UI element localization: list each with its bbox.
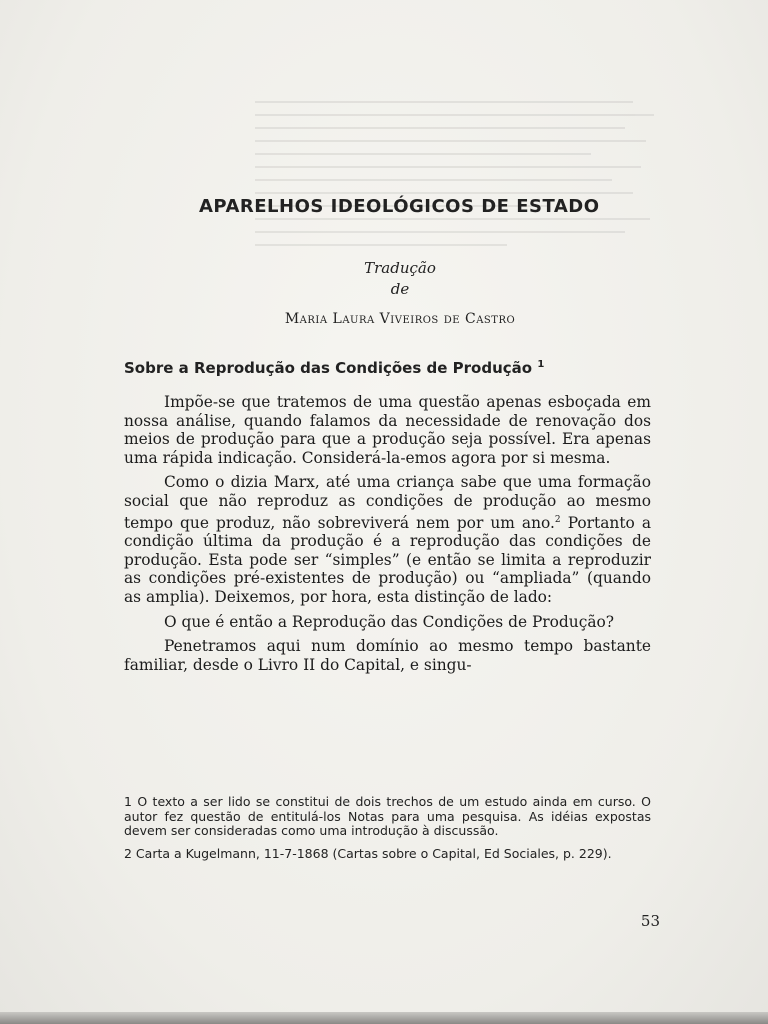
paragraph [124,473,651,606]
footnote: 2 Carta a Kugelmann, 11-7-1868 (Cartas sobre o Capital, Ed Sociales, p. 229). [124,845,612,861]
paragraph: O que é então a Reprodução das Condições de Produção? [164,612,615,631]
translation-preposition: de [390,280,410,298]
section-footnote-ref: 1 [537,359,545,370]
footnote: 1 O texto a ser lido se constitui de dois trechos de um estudo ainda em curso. O autor fez questão de entitulá-los Notas para uma pesquisa. As idéias expostas devem ser consideradas como uma introdução à discussão. [124,794,651,838]
translation-label: Tradução [364,259,436,277]
translator-name: Maria Laura Viveiros de Castro [284,311,516,327]
footnotes [124,795,651,869]
section-heading [124,359,644,377]
page-number: 53 [640,912,660,930]
body-text [124,393,651,680]
scan-edge [0,1012,768,1024]
paragraph-text: Como o dizia Marx, até uma criança sabe que uma formação social que não reproduz as condições de produção ao mesmo tempo que produz, não sobreviverá nem por um ano. [124,473,651,532]
footnote-ref: 2 [554,514,561,525]
paragraph: Penetramos aqui num domínio ao mesmo tempo bastante familiar, desde o Livro II do Capital, e singu- [124,637,651,674]
section-title: Sobre a Reprodução das Condições de Produção [124,359,533,377]
document-title: APARELHOS IDEOLÓGICOS DE ESTADO [199,196,600,217]
paragraph-text: Portanto a condição última da produção é a reprodução das condições de produção. Esta pode ser “simples” (e então se limita a reproduzir as condições pré-existentes de produção) ou “ampliada” (quando as amplia). Deixemos, por hora, esta distinção de lado: [124,513,651,607]
paragraph: Impõe-se que tratemos de uma questão apenas esboçada em nossa análise, quando falamos da necessidade de renovação dos meios de produção para que a produção seja possível. Era apenas uma rápida indicação. Considerá-la-emos agora por si mesma. [124,393,651,467]
